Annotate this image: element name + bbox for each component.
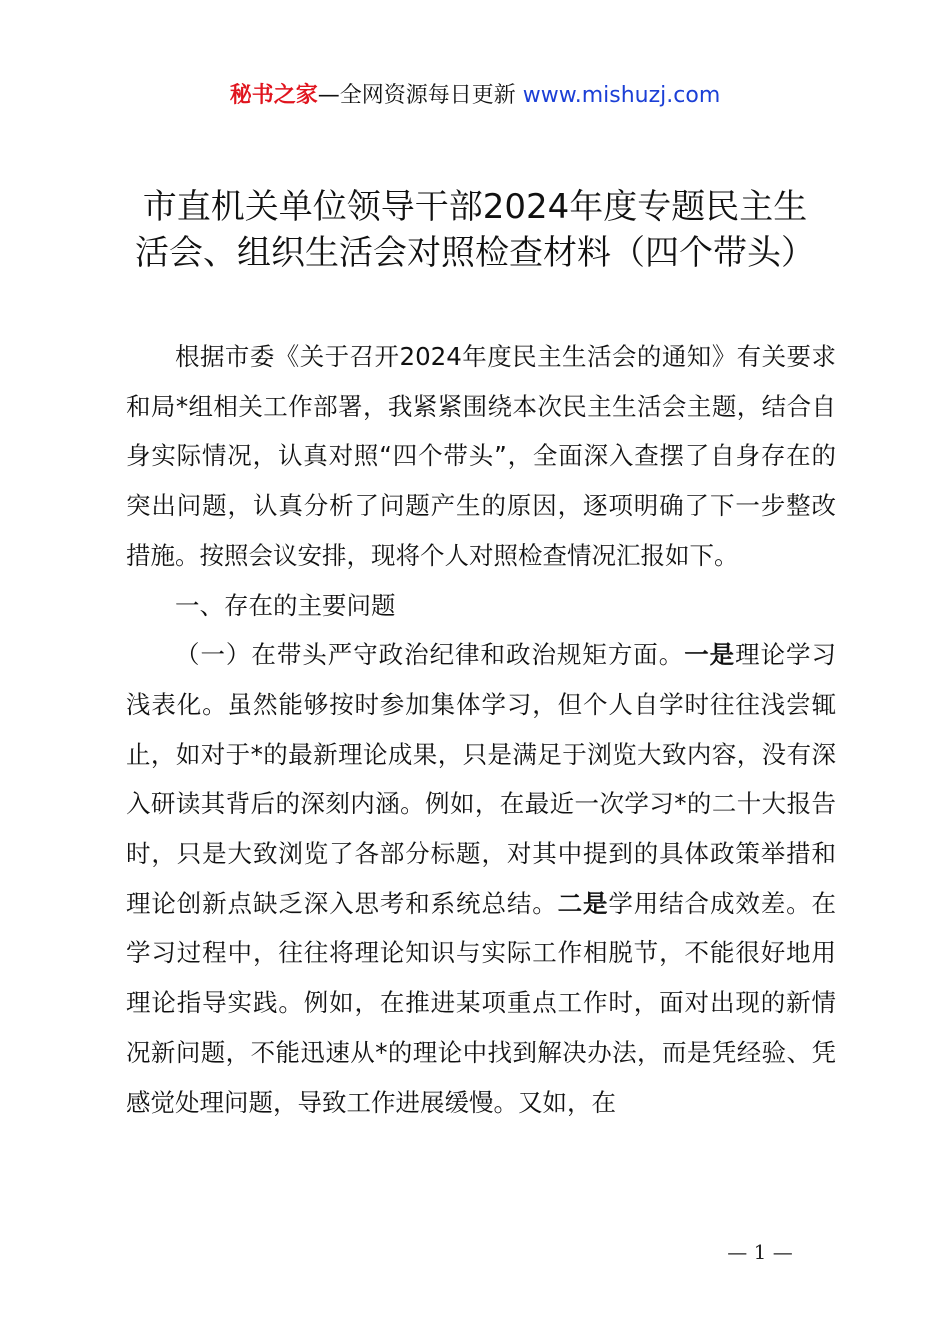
document-title xyxy=(0,184,950,276)
intro-paragraph: 根据市委《关于召开2024年度民主生活会的通知》有关要求和局*组相关工作部署，我紧紧围绕本次民主生活会主题，结合自身实际情况，认真对照“四个带头”，全面深入查摆了自身存在的突出问题，认真分析了问题产生的原因，逐项明确了下一步整改措施。按照会议安排，现将个人对照检查情况汇报如下。 xyxy=(126,342,836,570)
point-2-text: 学用结合成效差。在学习过程中，往往将理论知识与实际工作相脱节，不能很好地用理论指导实践。例如，在推进某项重点工作时，面对出现的新情况新问题，不能迅速从*的理论中找到解决办法，而是凭经验、凭感觉处理问题，导致工作进展缓慢。又如，在 xyxy=(126,888,837,1117)
point-1-text: 理论学习浅表化。虽然能够按时参加集体学习，但个人自学时往往浅尝辄止，如对于*的最新理论成果，只是满足于浏览大致内容，没有深入研读其背后的深刻内涵。例如，在最近一次学习*的二十大报告时，只是大致浏览了各部分标题，对其中提到的具体政策举措和理论创新点缺乏深入思考和系统总结。 xyxy=(126,640,837,918)
banner-brand: 秘书之家 xyxy=(229,83,318,108)
subsection-paragraph xyxy=(126,630,836,1127)
banner-url-link[interactable]: www.mishuzj.com xyxy=(522,83,721,108)
page-number: — 1 — xyxy=(727,1240,793,1264)
title-line-2: 活会、组织生活会对照检查材料（四个带头） xyxy=(135,233,815,273)
subsection-lead: （一）在带头严守政治纪律和政治规矩方面。 xyxy=(175,640,685,670)
section-heading: 一、存在的主要问题 xyxy=(175,590,396,620)
document-body xyxy=(126,332,836,1127)
point-2-label: 二是 xyxy=(557,888,609,918)
point-1-label: 一是 xyxy=(684,640,736,670)
title-line-1: 市直机关单位领导干部2024年度专题民主生 xyxy=(142,187,808,227)
banner-tagline: —全网资源每日更新 xyxy=(317,83,523,108)
site-banner xyxy=(0,80,950,112)
